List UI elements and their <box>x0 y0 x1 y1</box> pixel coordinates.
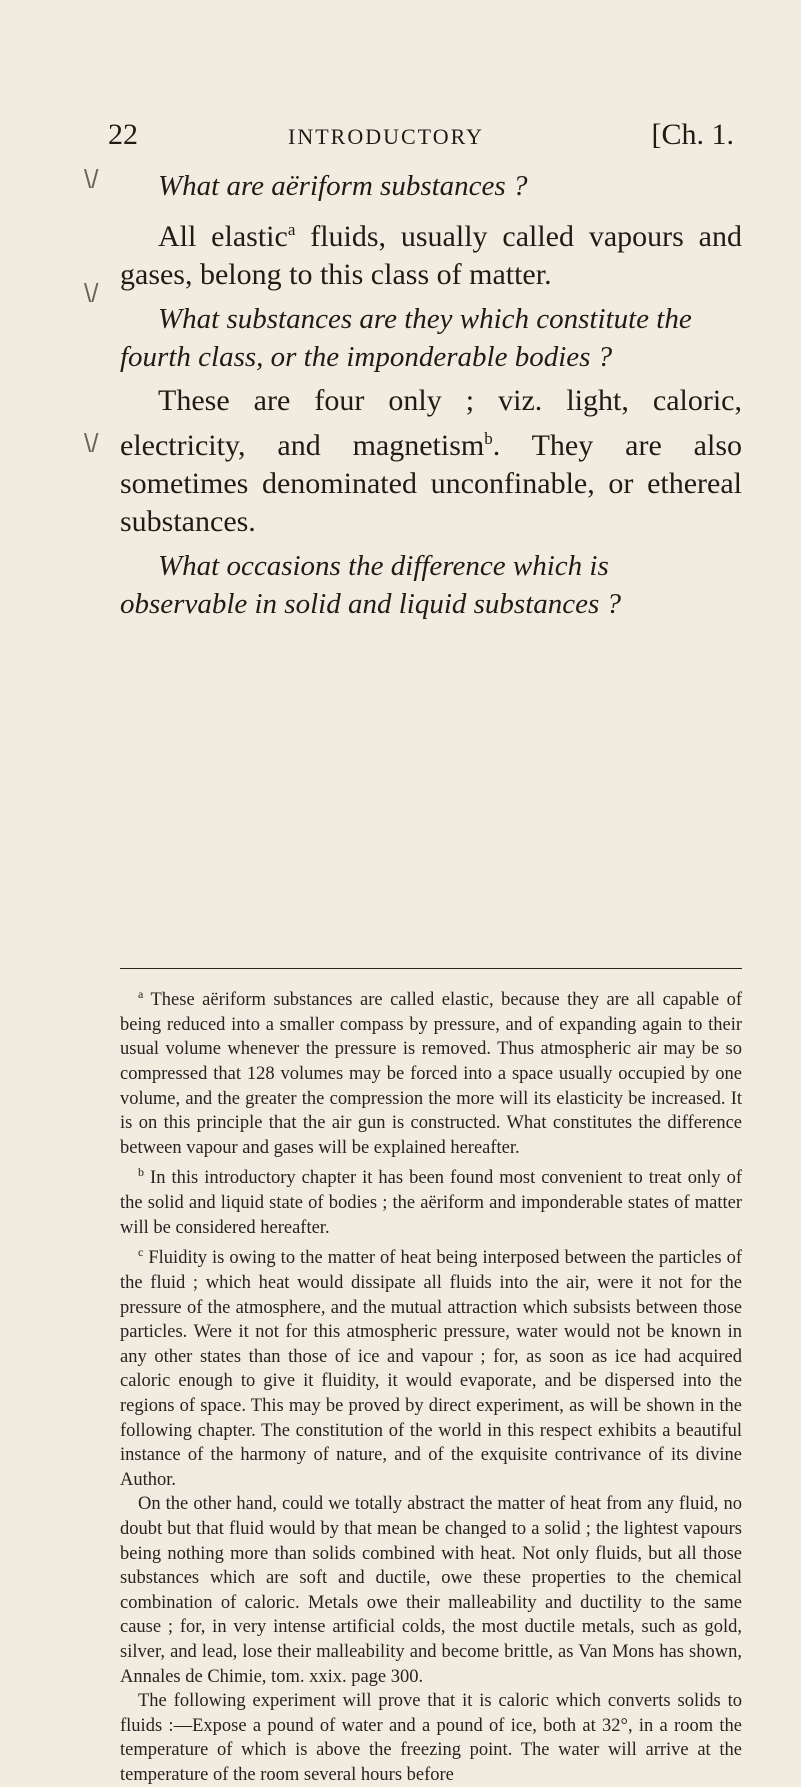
footnote-rule <box>120 968 742 969</box>
footnote-text: In this introductory chapter it has been found most convenient to treat only of the solid and liquid state of bodies ; the aëriform and imponderable states of matter will be considered hereafter. <box>120 1168 743 1238</box>
answer-1-rest: fluids, usually called vapours and gases, belong to this class of matter. <box>120 220 742 291</box>
footnotes <box>120 982 742 1787</box>
page-number: 22 <box>108 118 138 151</box>
answer-2 <box>120 382 742 541</box>
question-2: What substances are they which constitute the fourth class, or the imponderable bodies ? <box>120 303 692 373</box>
footnote-ref-b: b <box>484 429 493 448</box>
footnote <box>120 1160 742 1240</box>
footnote <box>120 982 742 1160</box>
main-text <box>120 167 742 629</box>
footnote-text: Fluidity is owing to the matter of heat being interposed between the particles of the fluid ; which heat would dissipate all fluids into the air, were it not for the pressure of the atmosphere, and the mutual attraction which subsists between those particles. Were it not for this atmospheric pressure, water would not be known in any other states than those of ice and vapour ; for, as soon as ice had acquired caloric enough to give it fluidity, it would evaporate, and be dispersed into the regions of space. This may be proved by direct experiment, as will be shown in the following chapter. The constitution of the world in this respect exhibits a beautiful instance of the harmony of nature, and of the exquisite contrivance of its divine Author. <box>120 1248 742 1490</box>
margin-check-mark: \/ <box>84 278 99 308</box>
footnote-mark: a <box>138 987 144 1001</box>
footnote-paragraph <box>120 1689 742 1787</box>
running-title: INTRODUCTORY <box>288 124 484 149</box>
footnote-mark: c <box>138 1245 144 1260</box>
footnote-paragraph <box>120 1492 742 1689</box>
margin-check-mark: \/ <box>84 164 99 194</box>
answer-2-start: These are four only ; viz. light, caloric, electricity, and magnetism <box>120 384 742 462</box>
margin-check-mark: \/ <box>84 428 99 458</box>
question-1: What are aëriform substances ? <box>158 170 528 202</box>
answer-1-start: All elastic <box>158 220 288 253</box>
footnote-mark: b <box>138 1165 144 1180</box>
footnote-text: The following experiment will prove that it is caloric which converts solids to fluids :—Expose a pound of water and a pound of ice, both at 32°, in a room the temperature of which is above the freezing point. The water will arrive at the temperature of the room several hours before <box>120 1691 742 1785</box>
footnote-ref-a: a <box>287 220 296 239</box>
question-3: What occasions the difference which is observable in solid and liquid substances ? <box>120 550 622 620</box>
page-header <box>108 118 734 154</box>
footnote-text: These aëriform substances are called elastic, because they are all capable of being reduced into a smaller compass by pressure, and of expanding again to their usual volume whenever the pressure is removed. Thus atmospheric air may be so compressed that 128 volumes may be forced into a space usually occupied by one volume, and the greater the compression the more will its elasticity be increased. It is on this principle that the air gun is constructed. What constitutes the difference between vapour and gases will be explained hereafter. <box>120 990 742 1158</box>
answer-1 <box>120 211 742 294</box>
chapter-label: [Ch. 1. <box>651 118 734 151</box>
footnote <box>120 1240 742 1492</box>
footnote-text: On the other hand, could we totally abstract the matter of heat from any fluid, no doubt but that fluid would by that mean be changed to a solid ; the lightest vapours being nothing more than solids combined with heat. Not only fluids, but all those substances which are soft and ductile, owe these properties to the chemical combination of caloric. Metals owe their malleability and ductility to the same cause ; for, in very intense artificial colds, the most ductile metals, such as gold, silver, and lead, lose their malleability and become brittle, as Van Mons has shown, Annales de Chimie, tom. xxix. page 300. <box>120 1494 742 1687</box>
answer-2-rest: . They are also sometimes denominated unconfinable, or ethereal substances. <box>120 429 742 538</box>
